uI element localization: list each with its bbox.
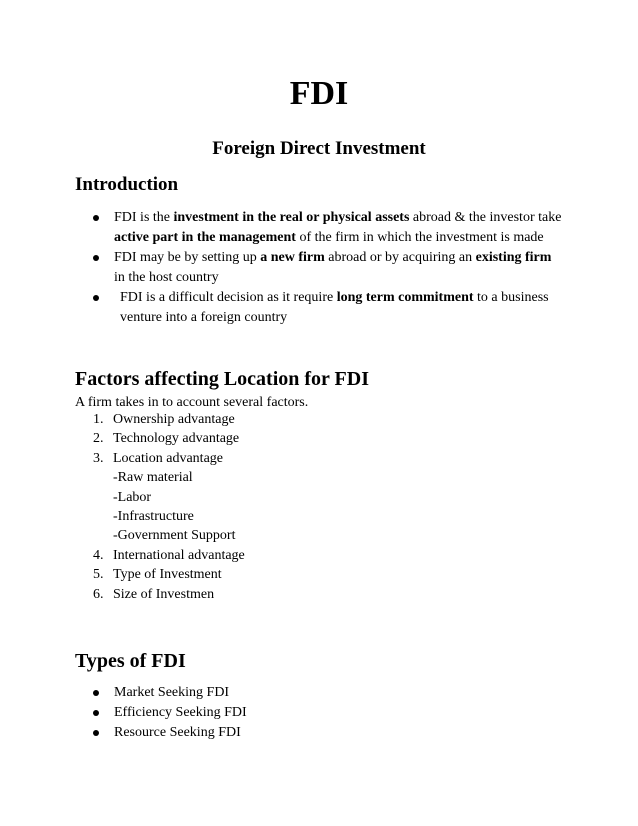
text-run: of the firm in which the investment is made <box>295 229 544 245</box>
text-run: FDI may be by setting up <box>114 250 261 265</box>
factors-heading: Factors affecting Location for FDI <box>75 368 370 390</box>
bold-text-run: a new firm <box>260 250 325 265</box>
factor-item <box>93 449 235 468</box>
factor-item <box>93 546 245 565</box>
factor-label: Technology advantage <box>113 431 240 447</box>
factor-label: International advantage <box>113 547 245 563</box>
text-run: abroad or by acquiring an <box>324 250 476 265</box>
factor-item <box>93 565 235 584</box>
introduction-bullet-list <box>93 208 563 328</box>
factor-number: 6. <box>93 586 104 602</box>
bold-text-run: existing firm <box>475 250 552 265</box>
document-title: FDI <box>289 75 349 112</box>
factor-number: 4. <box>93 547 104 563</box>
bold-text-run: long term commitment <box>336 290 474 305</box>
factor-label: Type of Investment <box>113 567 222 583</box>
factor-number: 3. <box>93 450 104 466</box>
introduction-heading: Introduction <box>75 174 179 195</box>
factor-subitem: -Labor <box>113 489 152 505</box>
factor-subitem: -Raw material <box>113 470 193 486</box>
factor-subitem: -Infrastructure <box>113 508 194 524</box>
text-run: FDI is the <box>114 210 174 225</box>
document-subtitle: Foreign Direct Investment <box>212 138 426 159</box>
introduction-bullet <box>93 288 563 327</box>
factor-item <box>93 585 235 604</box>
text-run: to a business venture into a foreign country <box>120 290 549 325</box>
factor-label: Location advantage <box>113 450 224 466</box>
factor-number: 1. <box>93 412 104 427</box>
factor-number: 5. <box>93 567 104 583</box>
factor-subitem: -Government Support <box>113 528 236 544</box>
text-run: abroad & the investor take <box>409 210 562 225</box>
factor-label: Ownership advantage <box>113 412 235 427</box>
types-bullet: Resource Seeking FDI <box>93 723 563 743</box>
types-bullet: Efficiency Seeking FDI <box>93 703 563 723</box>
types-bullet-list <box>93 683 563 743</box>
factor-item <box>93 429 240 448</box>
introduction-bullet <box>93 248 563 287</box>
types-bullet: Market Seeking FDI <box>93 683 563 703</box>
factor-label: Size of Investmen <box>113 586 215 602</box>
bold-text-run: active part in the management <box>114 229 296 245</box>
text-run: in the host country <box>114 269 219 285</box>
factors-numbered-list <box>93 410 245 604</box>
factor-number: 2. <box>93 431 104 447</box>
factors-intro-text: A firm takes in to account several factors. <box>75 395 309 410</box>
types-heading: Types of FDI <box>75 650 186 672</box>
factor-item <box>93 410 235 429</box>
text-run: FDI is a difficult decision as it require <box>120 290 337 305</box>
introduction-bullet <box>93 208 563 247</box>
bold-text-run: investment in the real or physical assets <box>173 210 410 225</box>
